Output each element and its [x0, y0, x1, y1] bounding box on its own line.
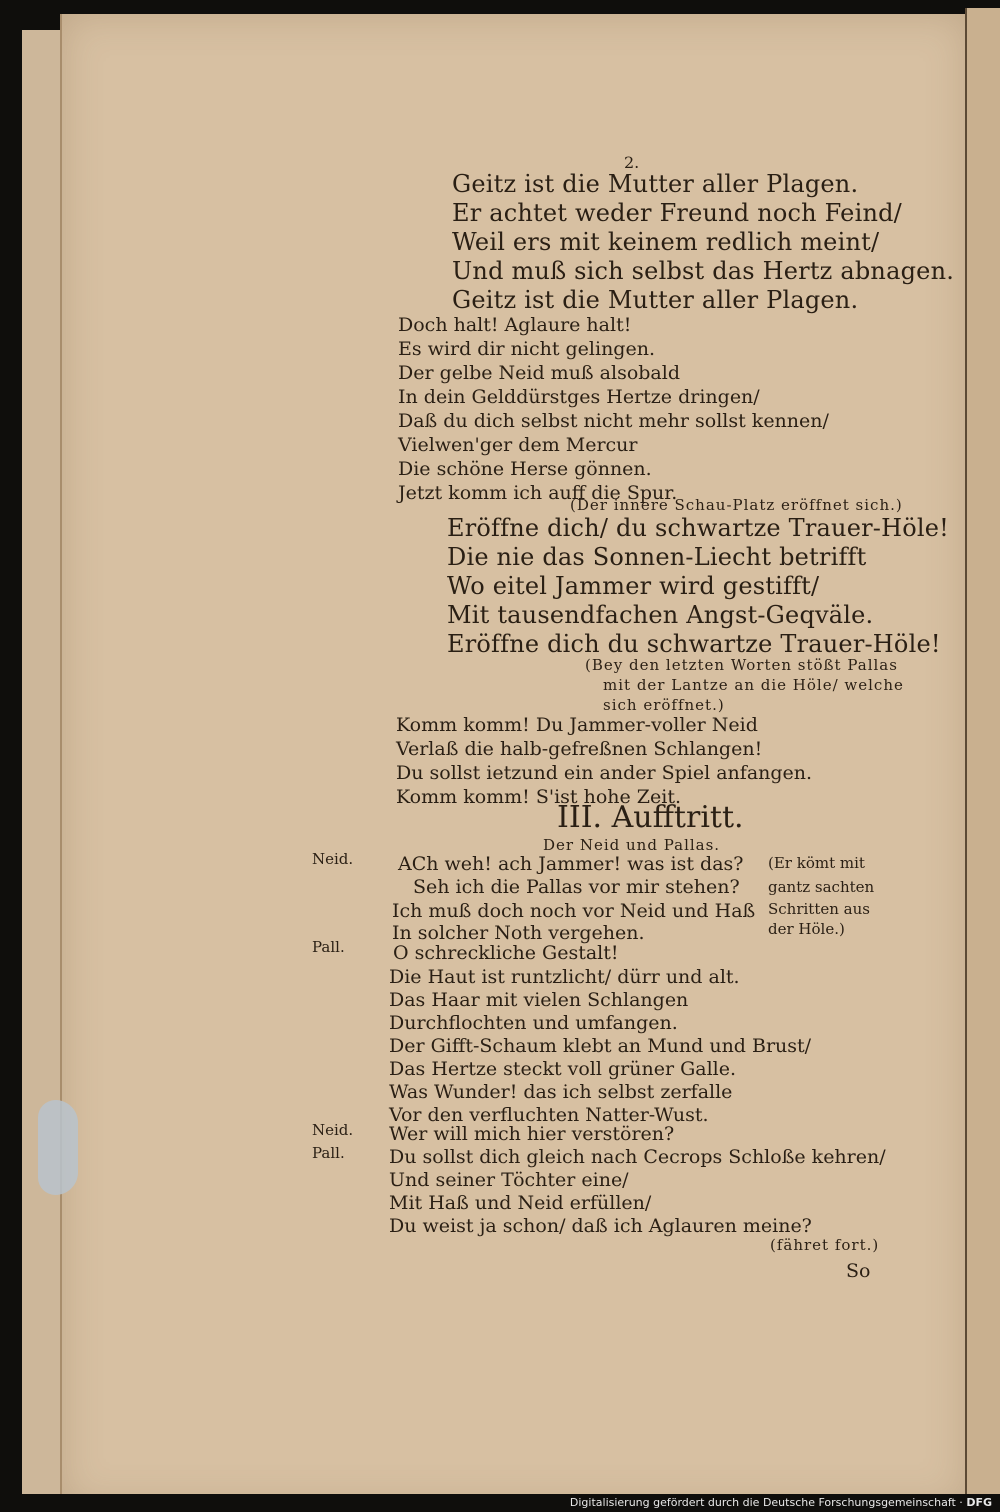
text-line: Komm komm! S'ist hohe Zeit.	[396, 786, 681, 808]
text-line: Daß du dich selbst nicht mehr sollst kennen/	[398, 410, 829, 432]
side-direction: Schritten aus	[768, 900, 870, 918]
verse-line: Geitz ist die Mutter aller Plagen.	[452, 286, 859, 314]
footer-bar	[0, 1494, 1000, 1512]
text-line: Du sollst ietzund ein ander Spiel anfangen.	[396, 762, 813, 784]
text-line: Das Haar mit vielen Schlangen	[389, 989, 689, 1011]
text-line: Du sollst dich gleich nach Cecrops Schloße kehren/	[389, 1146, 886, 1168]
verse-line: Mit tausendfachen Angst-Geqväle.	[447, 601, 874, 629]
text-line: Verlaß die halb-gefreßnen Schlangen!	[396, 738, 763, 760]
text-line: Die Haut ist runtzlicht/ dürr und alt.	[389, 966, 740, 988]
verse-line: Geitz ist die Mutter aller Plagen.	[452, 170, 859, 198]
dfg-logo: DFG	[966, 1496, 992, 1509]
stage-direction: (fähret fort.)	[770, 1236, 880, 1254]
speaker-label: Pall.	[312, 938, 345, 956]
speaker-label: Pall.	[312, 1144, 345, 1162]
footer-credit	[570, 1496, 992, 1509]
stage-direction: (Bey den letzten Worten stößt Pallas	[585, 656, 898, 674]
speaker-label: Neid.	[312, 1121, 354, 1139]
text-line: Was Wunder! das ich selbst zerfalle	[389, 1081, 733, 1103]
text-line: Durchflochten und umfangen.	[389, 1012, 678, 1034]
verse-line: Weil ers mit keinem redlich meint/	[452, 228, 880, 256]
text-line: Und seiner Töchter eine/	[389, 1169, 629, 1191]
text-line: In solcher Noth vergehen.	[392, 922, 645, 944]
verse-line: Eröffne dich/ du schwartze Trauer-Höle!	[447, 514, 949, 542]
text-line: Ich muß doch noch vor Neid und Haß	[392, 900, 756, 922]
verse-line: Die nie das Sonnen-Liecht betrifft	[447, 543, 867, 571]
scene-heading: III. Aufftritt.	[557, 800, 744, 835]
verse-line: Wo eitel Jammer wird gestifft/	[447, 572, 820, 600]
text-line: O schreckliche Gestalt!	[393, 942, 619, 964]
verse-line: Er achtet weder Freund noch Feind/	[452, 199, 902, 227]
text-line: Das Hertze steckt voll grüner Galle.	[389, 1058, 737, 1080]
text-line: Seh ich die Pallas vor mir stehen?	[413, 876, 740, 898]
speaker-label: Neid.	[312, 850, 354, 868]
text-line: In dein Gelddürstges Hertze dringen/	[398, 386, 760, 408]
text-line: Vor den verfluchten Natter-Wust.	[389, 1104, 709, 1126]
page-number: 2.	[624, 153, 640, 172]
side-direction: gantz sachten	[768, 878, 875, 896]
footer-text: Digitalisierung gefördert durch die Deutsche Forschungsgemeinschaft ·	[569, 1496, 963, 1509]
text-line: Der Gifft-Schaum klebt an Mund und Brust/	[389, 1035, 812, 1057]
stage-direction: sich eröffnet.)	[603, 696, 725, 714]
verse-line: Eröffne dich du schwartze Trauer-Höle!	[447, 630, 941, 658]
stage-direction: (Der innere Schau-Platz eröffnet sich.)	[570, 496, 903, 514]
side-direction: der Höle.)	[768, 920, 845, 938]
text-line: Der gelbe Neid muß alsobald	[398, 362, 680, 384]
stage-direction: mit der Lantze an die Höle/ welche	[603, 676, 904, 694]
catchword: So	[846, 1260, 871, 1282]
text-line: Komm komm! Du Jammer-voller Neid	[396, 714, 758, 736]
verse-line: Und muß sich selbst das Hertz abnagen.	[452, 257, 955, 285]
text-line: Es wird dir nicht gelingen.	[398, 338, 655, 360]
text-line: Jetzt komm ich auff die Spur.	[398, 482, 678, 504]
text-line: Vielwen'ger dem Mercur	[398, 434, 638, 456]
page-clip	[38, 1100, 78, 1195]
text-line: ACh weh! ach Jammer! was ist das?	[398, 853, 744, 875]
right-page-edge	[965, 8, 1000, 1502]
side-direction: (Er kömt mit	[768, 854, 865, 872]
text-line: Die schöne Herse gönnen.	[398, 458, 652, 480]
scene-characters: Der Neid und Pallas.	[543, 836, 721, 854]
text-line: Doch halt! Aglaure halt!	[398, 314, 632, 336]
text-line: Wer will mich hier verstören?	[389, 1123, 675, 1145]
text-line: Du weist ja schon/ daß ich Aglauren meine?	[389, 1215, 812, 1237]
text-line: Mit Haß und Neid erfüllen/	[389, 1192, 652, 1214]
